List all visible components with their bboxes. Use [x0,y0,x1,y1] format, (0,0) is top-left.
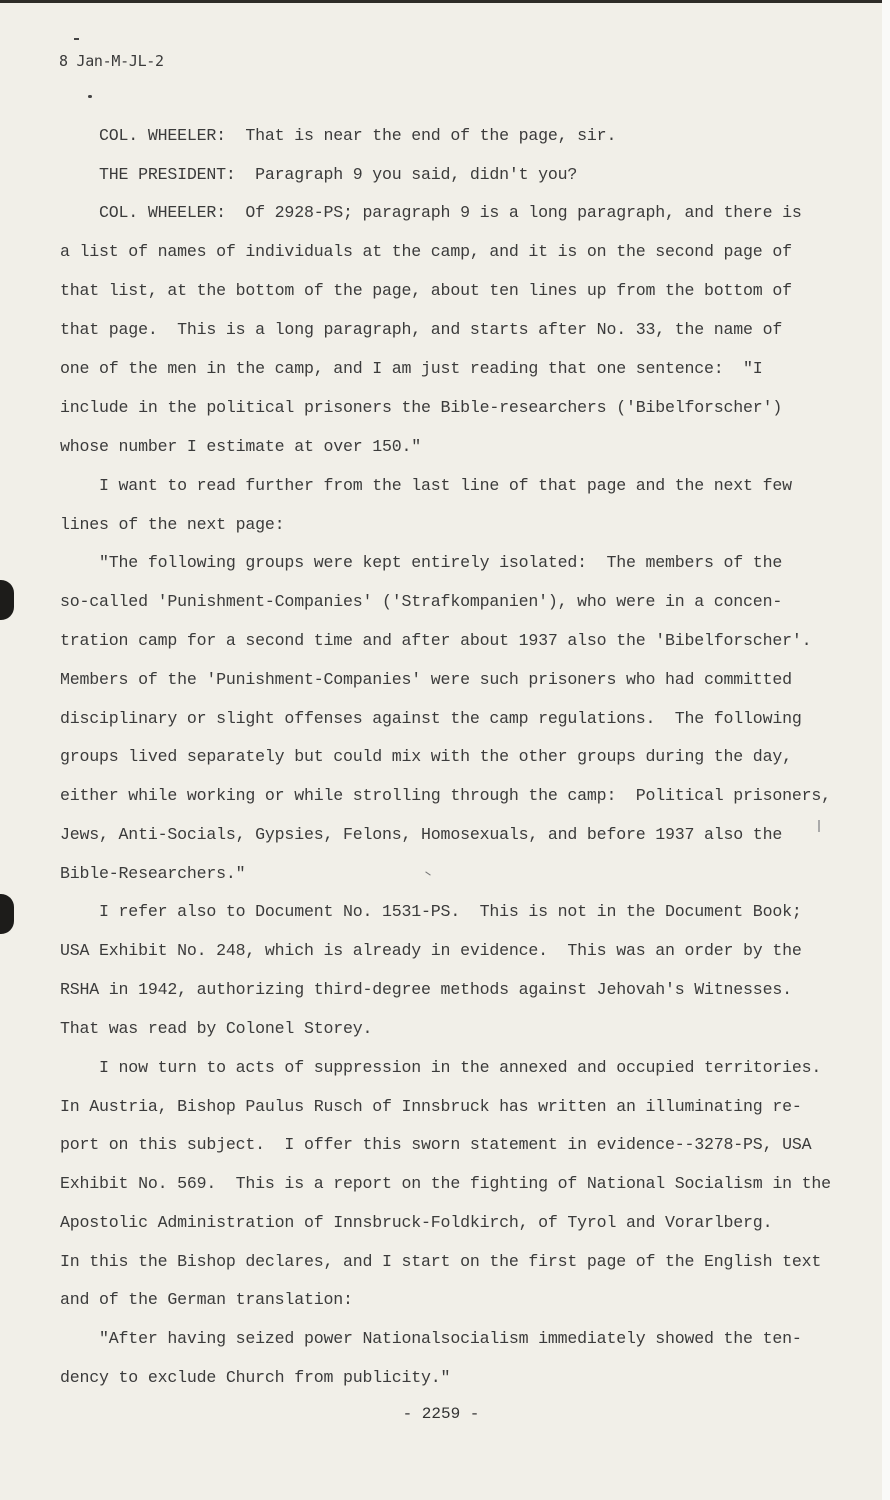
scan-margin [882,0,890,1500]
text-line: Exhibit No. 569. This is a report on the fighting of National Socialism in the [60,1174,831,1193]
punch-hole [0,894,14,934]
text-line: whose number I estimate at over 150." [60,437,422,456]
text-line: Jews, Anti-Socials, Gypsies, Felons, Homosexuals, and before 1937 also the [60,825,783,844]
text-line: Members of the 'Punishment-Companies' were such prisoners who had committed [60,670,792,689]
text-line: I refer also to Document No. 1531-PS. This is not in the Document Book; [60,902,802,921]
ink-speck [88,95,92,98]
text-line: a list of names of individuals at the camp, and it is on the second page of [60,242,792,261]
text-line: COL. WHEELER: Of 2928-PS; paragraph 9 is a long paragraph, and there is [60,203,802,222]
text-line: In this the Bishop declares, and I start on the first page of the English text [60,1252,822,1271]
text-line: lines of the next page: [60,515,285,534]
text-line: either while working or while strolling through the camp: Political prisoners, [60,786,831,805]
text-line: include in the political prisoners the Bible-researchers ('Bibelforscher') [60,398,783,417]
text-line: In Austria, Bishop Paulus Rusch of Innsbruck has written an illuminating re- [60,1097,802,1116]
page-number: - 2259 - [402,1405,480,1423]
text-line: THE PRESIDENT: Paragraph 9 you said, didn't you? [60,165,578,184]
text-line: "The following groups were kept entirely isolated: The members of the [60,553,783,572]
text-line: I now turn to acts of suppression in the annexed and occupied territories. [60,1058,822,1077]
ink-speck [74,38,79,40]
text-line: that page. This is a long paragraph, and starts after No. 33, the name of [60,320,783,339]
text-line: USA Exhibit No. 248, which is already in evidence. This was an order by the [60,941,802,960]
text-line: disciplinary or slight offenses against the camp regulations. The following [60,709,802,728]
text-line: groups lived separately but could mix with the other groups during the day, [60,747,792,766]
text-line: COL. WHEELER: That is near the end of the page, sir. [60,126,617,145]
text-line: RSHA in 1942, authorizing third-degree methods against Jehovah's Witnesses. [60,980,792,999]
text-line: and of the German translation: [60,1290,353,1309]
text-line: tration camp for a second time and after about 1937 also the 'Bibelforscher'. [60,631,812,650]
page-top-edge [0,0,882,3]
text-line: so-called 'Punishment-Companies' ('Strafkompanien'), who were in a concen- [60,592,783,611]
text-line: port on this subject. I offer this sworn statement in evidence--3278-PS, USA [60,1135,812,1154]
text-line: one of the men in the camp, and I am just reading that one sentence: "I [60,359,763,378]
text-line: Bible-Researchers." [60,864,246,883]
page-reference: 8 Jan-M-JL-2 [59,52,164,70]
text-line: I want to read further from the last line of that page and the next few [60,476,792,495]
text-line: "After having seized power Nationalsocialism immediately showed the ten- [60,1329,802,1348]
punch-hole [0,580,14,620]
text-line: Apostolic Administration of Innsbruck-Foldkirch, of Tyrol and Vorarlberg. [60,1213,773,1232]
text-line: that list, at the bottom of the page, about ten lines up from the bottom of [60,281,792,300]
text-line: That was read by Colonel Storey. [60,1019,373,1038]
text-line: dency to exclude Church from publicity." [60,1368,451,1387]
